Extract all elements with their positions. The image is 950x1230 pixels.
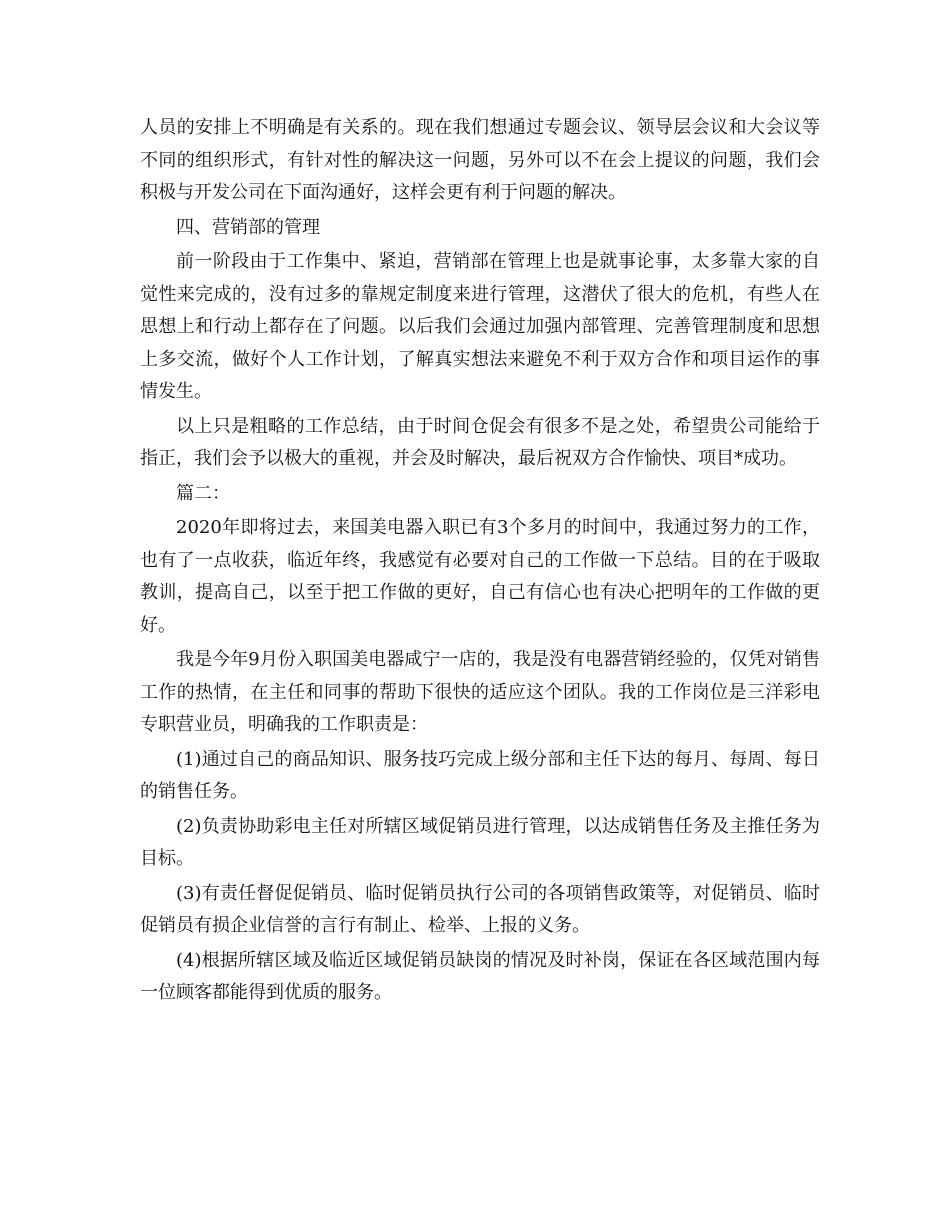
paragraph-job-introduction: 我是今年9月份入职国美电器咸宁一店的，我是没有电器营销经验的，仅凭对销售工作的热情，在主任和同事的帮助下很快的适应这个团队。我的工作岗位是三洋彩电专职营业员，明确我的工作职责是：: [140, 649, 820, 735]
paragraph-summary-closing: 以上只是粗略的工作总结，由于时间仓促会有很多不是之处，希望贵公司能给于指正，我们会予以极大的重视，并会及时解决，最后祝双方合作愉快、项目*成功。: [140, 415, 820, 469]
paragraph-year-review: 2020年即将过去，来国美电器入职已有3个多月的时间中，我通过努力的工作，也有了一点收获，临近年终，我感觉有必要对自己的工作做一下总结。目的在于吸取教训，提高自己，以至于把工作做的更好，自己有信心也有决心把明年的工作做的更好。: [140, 517, 820, 636]
section-heading-part-two: 篇二：: [176, 482, 230, 504]
paragraph-management-issues: 前一阶段由于工作集中、紧迫，营销部在管理上也是就事论事，太多靠大家的自觉性来完成的，没有过多的靠规定制度来进行管理，这潜伏了很大的危机，有些人在思想上和行动上都存在了问题。以后我们会通过加强内部管理、完善管理制度和思想上多交流，做好个人工作计划，了解真实想法来避免不利于双方合作和项目运作的事情发生。: [140, 251, 820, 402]
list-item-duty-1: (1)通过自己的商品知识、服务技巧完成上级分部和主任下达的每月、每周、每日的销售任务。: [140, 748, 820, 802]
list-item-duty-3: (3)有责任督促促销员、临时促销员执行公司的各项销售政策等，对促销员、临时促销员有损企业信誉的言行有制止、检举、上报的义务。: [140, 882, 820, 936]
paragraph-continued-text: 人员的安排上不明确是有关系的。现在我们想通过专题会议、领导层会议和大会议等不同的组织形式，有针对性的解决这一问题，另外可以不在会上提议的问题，我们会积极与开发公司在下面沟通好，这样会更有利于问题的解决。: [140, 117, 820, 203]
list-item-duty-4: (4)根据所辖区域及临近区域促销员缺岗的情况及时补岗，保证在各区域范围内每一位顾客都能得到优质的服务。: [140, 949, 820, 1003]
document-body: [140, 112, 820, 1012]
section-heading-marketing-management: 四、营销部的管理: [176, 216, 320, 238]
list-item-duty-2: (2)负责协助彩电主任对所辖区域促销员进行管理，以达成销售任务及主推任务为目标。: [140, 815, 820, 869]
